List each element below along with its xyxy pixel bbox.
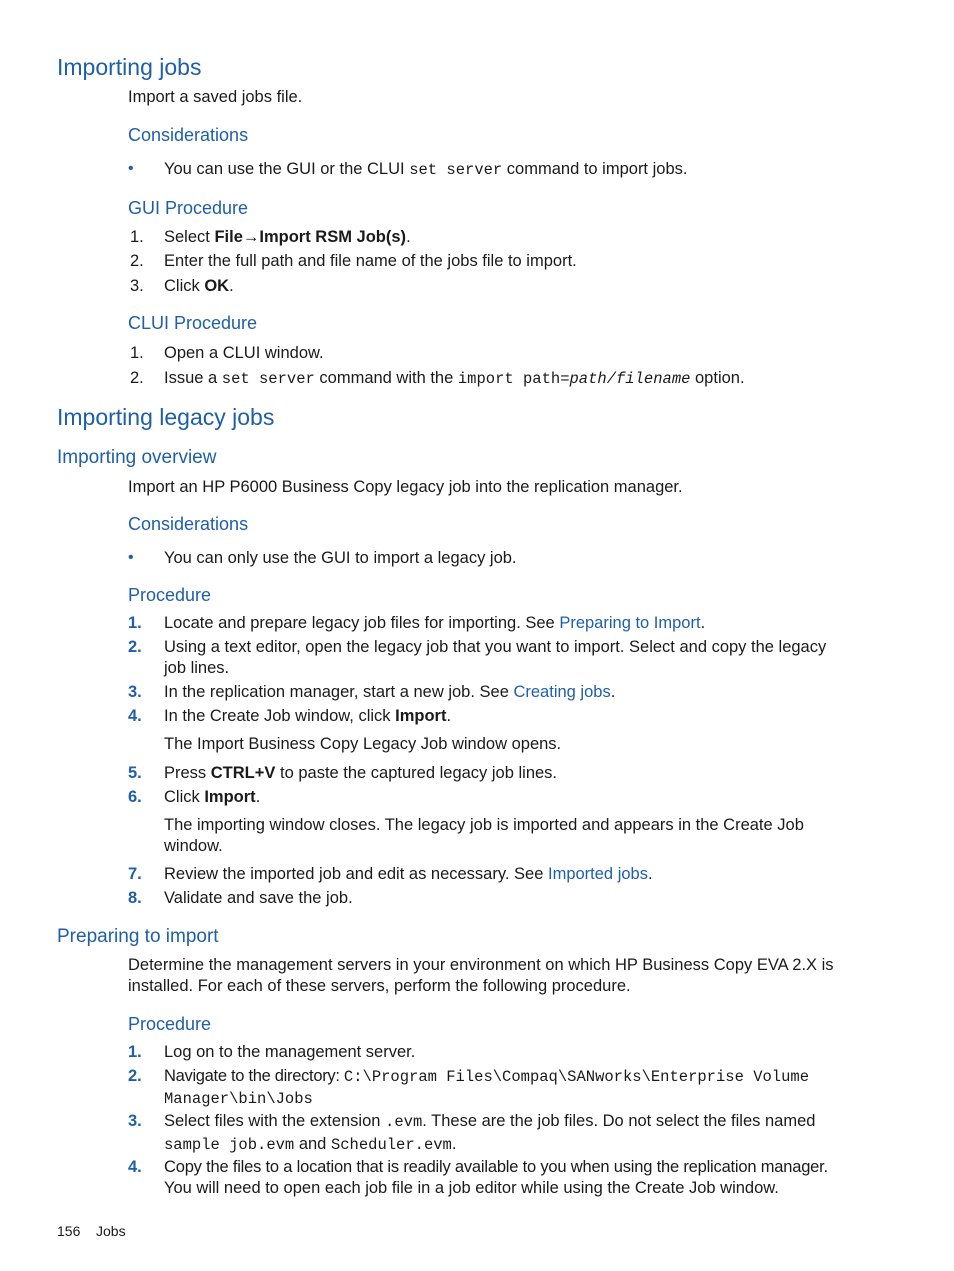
clui-procedure-heading: CLUI Procedure xyxy=(128,313,258,333)
gui-procedure-heading: GUI Procedure xyxy=(128,198,249,218)
step-number: 1. xyxy=(130,228,144,246)
legacy-step-1: Locate and prepare legacy job files for importing. See Preparing to Import. xyxy=(164,614,706,632)
step-number: 6. xyxy=(128,788,142,806)
considerations-bullet: You can use the GUI or the CLUI set server command to import jobs. xyxy=(164,160,688,179)
step-number: 4. xyxy=(128,1158,142,1176)
legacy-step-8: Validate and save the job. xyxy=(164,889,353,907)
prep-step-3-line-1: Select files with the extension .evm. These are the job files. Do not select the files named xyxy=(164,1112,816,1131)
section-title-importing-jobs: Importing jobs xyxy=(57,54,202,80)
importing-overview-heading: Importing overview xyxy=(57,447,217,468)
legacy-step-6-note-line-2: window. xyxy=(164,837,223,855)
prep-step-4-line-2: You will need to open each job file in a job editor while using the Create Job window. xyxy=(164,1179,779,1197)
legacy-step-6-note-line-1: The importing window closes. The legacy job is imported and appears in the Create Job xyxy=(164,816,804,834)
procedure-heading: Procedure xyxy=(128,585,212,605)
procedure-heading: Procedure xyxy=(128,1014,212,1034)
intro-text: Import a saved jobs file. xyxy=(128,88,303,106)
link-imported-jobs[interactable]: Imported jobs xyxy=(548,865,648,883)
prep-step-2-line-2: Manager\bin\Jobs xyxy=(164,1090,313,1108)
bullet-icon: • xyxy=(128,549,134,566)
considerations-heading: Considerations xyxy=(128,514,249,534)
step-number: 1. xyxy=(128,614,142,632)
step-number: 3. xyxy=(128,683,142,701)
gui-step-3: Click OK. xyxy=(164,277,234,295)
legacy-step-4-note: The Import Business Copy Legacy Job window opens. xyxy=(164,735,562,753)
legacy-step-2-line-1: Using a text editor, open the legacy job that you want to import. Select and copy the legacy xyxy=(164,638,827,656)
section-title-importing-legacy-jobs: Importing legacy jobs xyxy=(57,404,275,430)
legacy-step-6: Click Import. xyxy=(164,788,261,806)
legacy-step-4: In the Create Job window, click Import. xyxy=(164,707,452,725)
overview-text: Import an HP P6000 Business Copy legacy job into the replication manager. xyxy=(128,478,683,496)
gui-step-1: Select File→Import RSM Job(s). xyxy=(164,228,411,246)
bullet-icon: • xyxy=(128,160,134,177)
step-number: 2. xyxy=(130,369,144,387)
preparing-to-import-heading: Preparing to import xyxy=(57,926,219,947)
step-number: 3. xyxy=(128,1112,142,1130)
clui-step-1: Open a CLUI window. xyxy=(164,344,324,362)
step-number: 1. xyxy=(130,344,144,362)
step-number: 2. xyxy=(128,638,142,656)
step-number: 3. xyxy=(130,277,144,295)
legacy-step-5: Press CTRL+V to paste the captured legacy job lines. xyxy=(164,764,558,782)
link-creating-jobs[interactable]: Creating jobs xyxy=(513,683,611,701)
legacy-step-3: In the replication manager, start a new job. See Creating jobs. xyxy=(164,683,616,701)
legacy-step-7: Review the imported job and edit as necessary. See Imported jobs. xyxy=(164,865,653,883)
considerations-heading: Considerations xyxy=(128,125,249,145)
footer-chapter: Jobs xyxy=(96,1223,126,1239)
link-preparing-to-import[interactable]: Preparing to Import xyxy=(559,614,701,632)
clui-step-2: Issue a set server command with the import path=path/filename option. xyxy=(164,369,745,388)
step-number: 1. xyxy=(128,1043,142,1061)
step-number: 2. xyxy=(130,252,144,270)
gui-step-2: Enter the full path and file name of the jobs file to import. xyxy=(164,252,577,270)
step-number: 8. xyxy=(128,889,142,907)
page-number: 156 xyxy=(57,1223,81,1239)
preparing-text-line-1: Determine the management servers in your environment on which HP Business Copy EVA 2.X is xyxy=(128,956,834,974)
legacy-considerations-bullet: You can only use the GUI to import a legacy job. xyxy=(164,549,517,567)
step-number: 2. xyxy=(128,1067,142,1085)
prep-step-3-line-2: sample job.evm and Scheduler.evm. xyxy=(164,1135,457,1154)
legacy-step-2-line-2: job lines. xyxy=(164,659,230,677)
step-number: 5. xyxy=(128,764,142,782)
prep-step-4-line-1: Copy the files to a location that is readily available to you when using the replication manager. xyxy=(164,1158,828,1176)
prep-step-1: Log on to the management server. xyxy=(164,1043,416,1061)
step-number: 4. xyxy=(128,707,142,725)
step-number: 7. xyxy=(128,865,142,883)
preparing-text-line-2: installed. For each of these servers, perform the following procedure. xyxy=(128,977,631,995)
prep-step-2-line-1: Navigate to the directory: C:\Program Files\Compaq\SANworks\Enterprise Volume xyxy=(164,1067,809,1086)
